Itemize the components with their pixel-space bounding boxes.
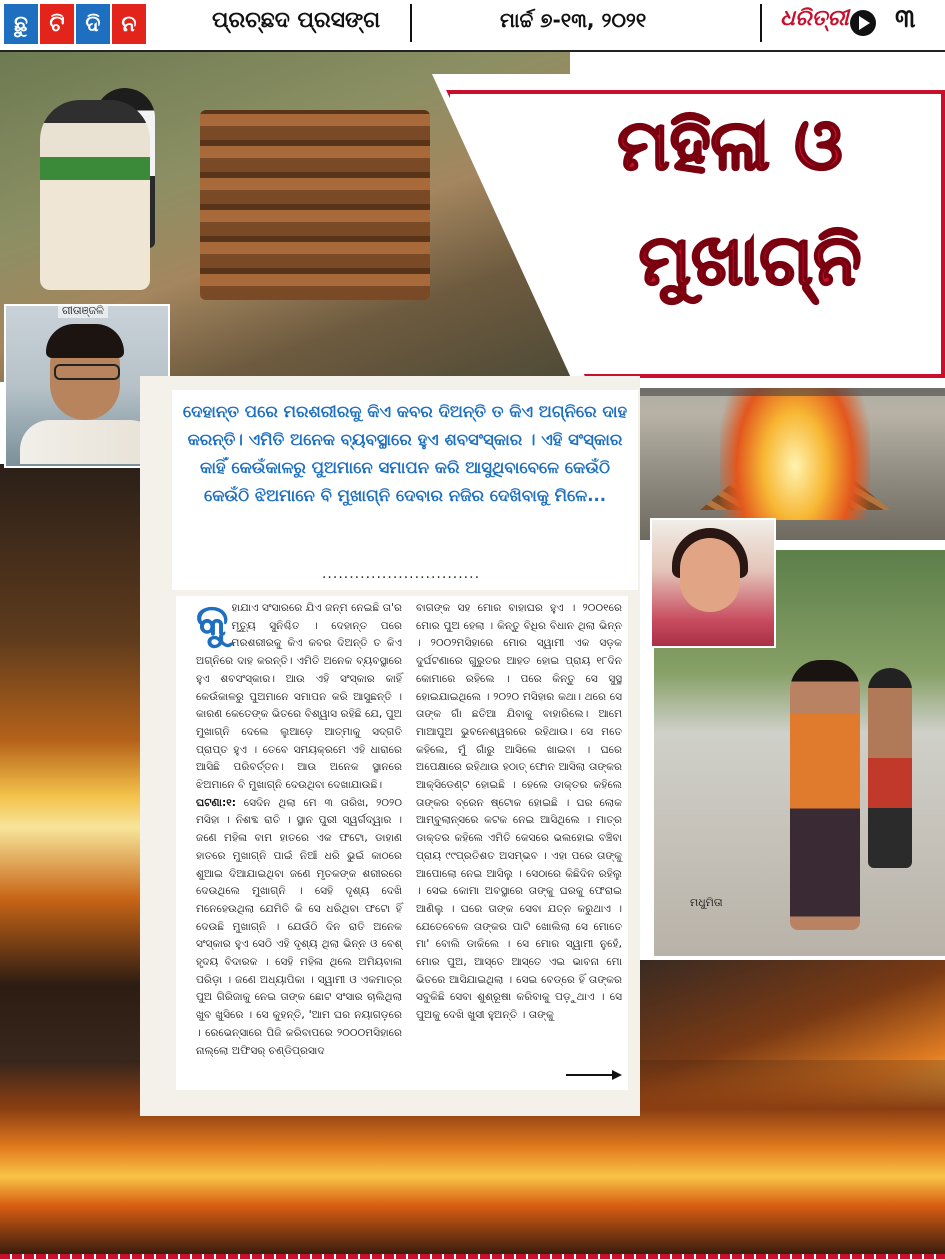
wood-pyre xyxy=(200,110,430,300)
caption-madhumita: ମଧୁମିତା xyxy=(690,896,723,909)
continue-arrow-icon xyxy=(566,1068,622,1082)
dotted-separator: ............................. xyxy=(321,566,481,582)
woman-carrying-pot xyxy=(790,660,860,930)
portrait-saree xyxy=(20,420,160,464)
section-label: ପ୍ରଚ୍ଛଦ ପ୍ରସଙ୍ଗ xyxy=(212,8,381,33)
headline-line-2: ମୁଖାଗ୍ନି xyxy=(638,219,862,301)
incident-subhead: ଘଟଣା:୧: xyxy=(196,796,236,809)
actress-face xyxy=(680,538,740,612)
header-divider xyxy=(410,4,412,42)
caption-gitanjali: ଗୀତାଞ୍ଜଳି xyxy=(58,304,108,318)
paragraph-3: ବାଗଙ୍କ ସହ ମୋର ବାହାଘର ହୁଏ । ୨୦୦୧ରେ ମୋର ପୁଅ ହେଲା । କିନ୍ତୁ ବିଧିର ବିଧାନ ଥିଲା ଭିନ୍ନ । ୨୦୦୨ମସିହାରେ ମୋର ସ୍ୱାମୀ ଏକ ସଡ଼କ ଦୁର୍ଘଟଣାରେ ଗୁରୁତର ଆହତ ହୋଇ ପ୍ରାୟ ୧୮ଦିନ କୋମାରେ ରହିଲେ । ପରେ କିନ୍ତୁ ସେ ସୁସ୍ଥ ହୋଇଯାଇଥିଲେ । ୨୦୨୦ ମସିହାର କଥା। ଥରେ ସେ ତାଙ୍କ ଗାଁ ଛତିଆ ଯିବାକୁ ବାହାରିଲେ। ଆମେ ମାଆପୁଅ ଭୁବନେଶ୍ୱରରେ ରହିଥାଉ। ସେ ମତେ କହିଲେ, ମୁଁ ଗାଁରୁ ଆସିଲେ ଖାଇବା । ଘରେ ଅପେକ୍ଷାରେ ରହିଥାଉ ହଠାତ୍ ଫୋନ ଆସିଲା ତାଙ୍କର ଆକ୍ସିଡେଣ୍ଟ ହୋଇଛି । ହେଲେ ଡାକ୍ତର କହିଲେ ତାଙ୍କର ବ୍ରେନ ଷ୍ଟୋକ ହୋଇଛି । ଘର ଲୋକ ଆମ୍ବୁଲାନ୍ସରେ କଟକ ନେଇ ଆସିଥିଲେ । ମାତ୍ର ଡାକ୍ତର କହିଲେ ଏମିତି କେସରେ ଭଲହୋଇ ବଞ୍ଚିବା ପ୍ରାୟ ୯୯ପ୍ରତିଶତ ଅସମ୍ଭବ । ଏହା ପରେ ତାଙ୍କୁ ଆପୋଲୋ ନେଇ ଆସିଲୁ । ସେଠାରେ କିଛିଦିନ ରହିଲୁ । ସେଇ କୋମା ଅବସ୍ଥାରେ ତାଙ୍କୁ ଘରକୁ ଫେରାଇ ଆଣିଲୁ । ଘରେ ତାଙ୍କ ସେବା ଯତ୍ନ କରୁଥାଏ । ଯେତେବେଳେ ତାଙ୍କର ପାଟି ଖୋଲିଲା ସେ ମୋତେ ମା' ବୋଲି ଡାକିଲେ । ସେ ମୋର ସ୍ୱାମୀ ନୁହେଁ, ମୋର ପୁଅ, ଆସ୍ତେ ଆସ୍ତେ ଏଇ ଭାବନା ମୋ ଭିତରେ ଆସିଯାଇଥିଲା । ସେଇ ବେଡ୍‌ରେ ହିଁ ତାଙ୍କର ସବୁକିଛି ସେବା ଶୁଶ୍ରୂଷା କରିବାକୁ ପଡ଼ୁଥାଏ । ସେ ପୁଅକୁ ଦେଖି ଖୁସୀ ହୁଅନ୍ତି । ତାଙ୍କୁ xyxy=(416,602,622,1022)
article-column-2 xyxy=(416,600,622,1025)
brand-logo: ଧରିତ୍ରୀ xyxy=(780,6,849,31)
page-number: ୩ xyxy=(895,4,916,34)
man-walking xyxy=(868,668,912,868)
play-icon xyxy=(850,10,876,36)
intro-text: ଦେହାନ୍ତ ପରେ ମରଶରୀରକୁ କିଏ କବର ଦିଅନ୍ତି ତ କିଏ ଅଗ୍ନିରେ ଦାହ କରନ୍ତି। ଏମିତି ଅନେକ ବ୍ୟବସ୍ଥାରେ ହୁଏ ଶବସଂସ୍କାର । ଏହି ସଂସ୍କାର କାହିଁ କେଉଁକାଳରୁ ପୁଅମାନେ ସମାପନ କରି ଆସୁଥିବାବେଳେ କେଉଁଠି କେଉଁଠି ଝିଅମାନେ ବି ମୁଖାଗ୍ନି ଦେବାର ନଜିର ଦେଖିବାକୁ ମିଳେ... xyxy=(182,402,628,505)
article-column-1 xyxy=(196,595,402,1060)
drop-cap: କୁ xyxy=(196,595,229,646)
woman-figure xyxy=(40,100,150,290)
logo-chhutidina xyxy=(4,4,146,44)
paragraph-2: ସେଦିନ ଥିଲା ମେ ୩ ତାରିଖ, ୨୦୨୦ ମସିହା । ନିଶବ୍ଦ ରାତି । ସ୍ଥାନ ପୁରୀ ସ୍ୱର୍ଗଦ୍ୱାର । ଜଣେ ମହିଳା ବାମ ହାତରେ ଏକ ଫଟୋ, ଡାହାଣ ହାତରେ ମୁଖାଗ୍ନି ପାଇଁ ନିଆଁ ଧରି ଭୁଇଁ କାଠରେ ଶୁଆଇ ଦିଆଯାଇଥିବା ଜଣେ ମୃତକଙ୍କ ଶରୀରରେ ଦେଉଥିଲେ ମୁଖାଗ୍ନି । ସେହି ଦୃଶ୍ୟ ଦେଖି ମନେହେଉଥିଲା ଯେମିତି କି ସେ ଧରିଥିବା ଫଟୋ ହିଁ ଦେଉଛି ମୁଖାଗ୍ନି । ଯେଉଁଠି ଦିନ ରାତି ଅନେକ ସଂସ୍କାର ହୁଏ ସେଠି ଏହି ଦୃଶ୍ୟ ଥିଲା ଭିନ୍ନ ଓ ବେଶ୍ ହୃଦୟ ବିଦାରକ । ସେହି ମହିଳା ଥିଲେ ଅମିୟବାଳା ପରିଡ଼ା । ଜଣେ ଅଧ୍ୟାପିକା । ସ୍ୱାମୀ ଓ ଏକମାତ୍ର ପୁଅ ଗିରିଜାକୁ ନେଇ ତାଙ୍କ ଛୋଟ ସଂସାର ଚାଲିଥିଲା ଖୁବ ଖୁସିରେ । ସେ କୁହନ୍ତି, 'ଆମ ଘର ନୟାଗଡ଼ରେ । ରେଭେନ୍ସାରେ ପିଜି କରିବାପରେ ୨୦୦୦ମସିହାରେ ନାଲ୍ଲୋ ଅଫିସର୍ ଚଣ୍ଡିପ୍ରସାଦ xyxy=(196,796,402,1057)
headline-line-1: ମହିଳା ଓ xyxy=(617,104,843,186)
logo-letter-1: ଛୁ xyxy=(4,4,38,44)
logo-letter-4: ନ xyxy=(112,4,146,44)
glasses-icon xyxy=(54,364,120,380)
portrait-hair xyxy=(46,324,124,358)
paragraph-1: ହାଯାଏ ସଂସାରରେ ଯିଏ ଜନ୍ମ ନେଇଛି ତା'ର ମୃତ୍ୟୁ ସୁନିଶ୍ଚିତ । ଦେହାନ୍ତ ପରେ ମରଶରୀରକୁ କିଏ କବର ଦିଅନ୍ତି ତ କିଏ ଅଗ୍ନିରେ ଦାହ କରନ୍ତି। ଏମିତି ଅନେକ ବ୍ୟବସ୍ଥାରେ ହୁଏ ଶବସଂସ୍କାର। ଆଉ ଏହି ସଂସ୍କାର କାହିଁ କେଉଁକାଳରୁ ପୁଅମାନେ ସମାପନ କରି ଆସୁଛନ୍ତି । କାରଣ କେତେଙ୍କ ଭିତରେ ବିଶ୍ୱାସ ରହିଛି ଯେ, ପୁଅ ମୁଖାଗ୍ନି ଦେଲେ ଲୁଆଡ଼େ ଆତ୍ମାକୁ ସଦ୍‌ଗତି ପ୍ରାପ୍ତ ହୁଏ । ତେବେ ସମୟକ୍ରମେ ଏହି ଧାରାରେ ଆସିଛି ପରିବର୍ତ୍ତନ। ଆଉ ଅନେକ ସ୍ଥାନରେ ଝିଅମାନେ ବି ମୁଖାଗ୍ନି ଦେଉଥିବା ଦେଖାଯାଉଛି। xyxy=(196,602,402,792)
logo-letter-3: ଦି xyxy=(76,4,110,44)
header-divider xyxy=(760,4,762,42)
issue-date: ମାର୍ଚ୍ଚ ୭-୧୩, ୨୦୨୧ xyxy=(500,8,647,32)
footer-rule xyxy=(0,1254,945,1259)
logo-letter-2: ଟି xyxy=(40,4,74,44)
